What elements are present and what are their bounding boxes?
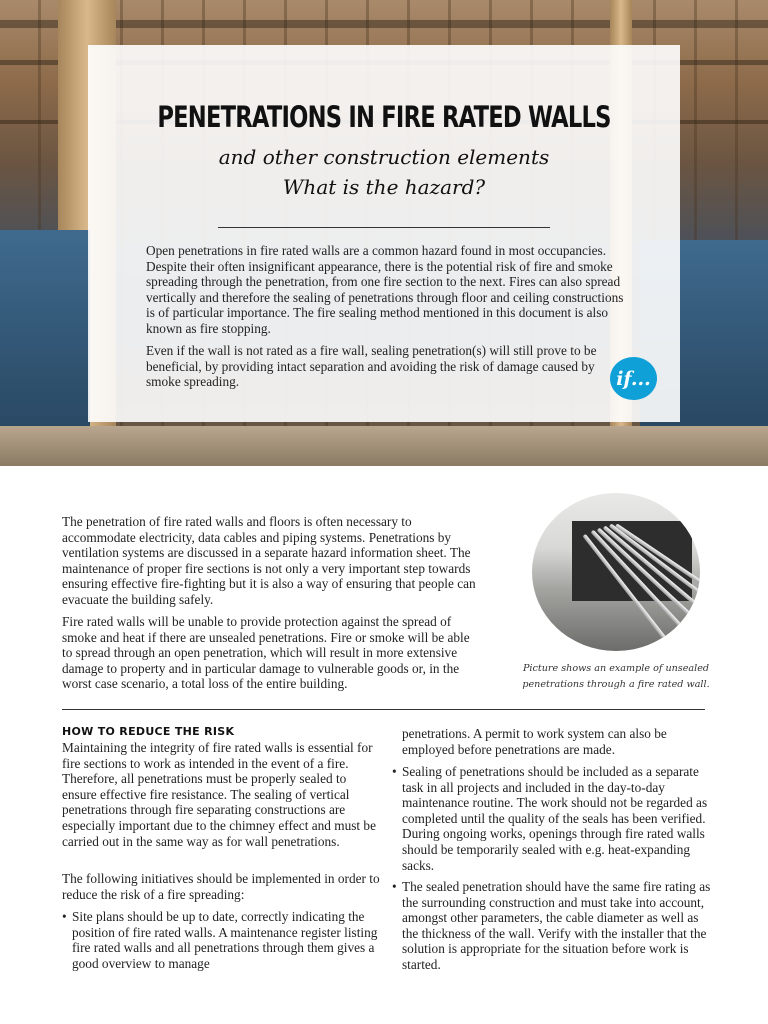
list-item <box>392 764 716 873</box>
photo-caption-line-2: penetrations through a fire rated wall. <box>522 679 710 690</box>
section-divider <box>62 709 705 710</box>
list-item <box>62 909 382 971</box>
bullet-icon: • <box>392 764 397 779</box>
list-item-continuation: penetrations. A permit to work system can also be employed before penetrations are made. <box>402 726 667 757</box>
unsealed-penetration-photo <box>532 493 700 651</box>
risk-paragraph-2: The following initiatives should be implemented in order to reduce the risk of a fire spreading: <box>62 871 380 902</box>
if-logo: if... <box>610 357 657 400</box>
risk-paragraph-1: Maintaining the integrity of fire rated walls is essential for fire sections to work as intended in the event of a fire. Therefore, all penetrations must be properly sealed to ensure effective fire resistance. The sealing of vertical penetrations through fire separating constructions are especially important due to the chimney effect and must be carried out in the same way as for wall penetrations. <box>62 740 376 849</box>
list-item-text: Sealing of penetrations should be included as a separate task in all projects and included in the day-to-day maintenance routine. The work should not be regarded as completed until the quality of the seals has been verified. During ongoing works, openings through fire rated walls should be temporarily sealed with e.g. heat-expanding sacks. <box>402 764 708 873</box>
photo-caption-line-1: Picture shows an example of unsealed <box>522 663 710 674</box>
bullet-icon: • <box>62 909 67 924</box>
intro-paragraph-1: The penetration of fire rated walls and floors is often necessary to accommodate electricity, data cables and piping systems. Penetrations by ventilation systems are discussed in a separate hazard information sheet. The maintenance of proper fire sections is not only a very important step towards ensuring effective fire-fighting but it is also a way of ensuring that people can evacuate the building safely. <box>62 514 476 607</box>
section-heading: HOW TO REDUCE THE RISK <box>62 725 235 738</box>
list-item-text: Site plans should be up to date, correctly indicating the position of fire rated walls. A maintenance register listing fire rated walls and all penetrations through them gives a good overview to manage <box>72 909 378 971</box>
list-item-text: The sealed penetration should have the same fire rating as the surrounding construction and must take into account, amongst other parameters, the cable diameter as well as the thickness of the wall. Verify with the installer that the solution is appropriate for the situation before work is started. <box>402 879 711 972</box>
subtitle: and other construction elements <box>218 145 550 169</box>
list-item <box>392 879 716 973</box>
page-title: PENETRATIONS IN FIRE RATED WALLS <box>157 100 611 134</box>
title-divider <box>218 227 550 228</box>
bullet-icon: • <box>392 879 397 894</box>
intro-paragraph-2: Fire rated walls will be unable to provide protection against the spread of smoke and heat if there are unsealed penetrations. Fire or smoke will be able to spread through an open penetration, which will result in more extensive damage to property and in particular damage to vulnerable goods or, in the worst case scenario, a total loss of the entire building. <box>62 614 470 692</box>
hero-paragraph-2: Even if the wall is not rated as a fire wall, sealing penetration(s) will still prove to be beneficial, by providing intact separation and avoiding the risk of damage caused by smoke spreading. <box>146 343 597 390</box>
intro-panel <box>88 45 680 422</box>
hero-paragraph-1: Open penetrations in fire rated walls are a common hazard found in most occupancies. Despite their often insignificant appearance, there is the potential risk of fire and smoke spreading through the penetration, from one fire section to the next. Fires can also spread vertically and therefore the sealing of penetrations through floor and ceiling constructions is of particular importance. The fire sealing method mentioned in this document is also known as fire stopping. <box>146 243 624 336</box>
hero-photo <box>0 0 768 466</box>
subtitle-question: What is the hazard? <box>282 175 486 199</box>
